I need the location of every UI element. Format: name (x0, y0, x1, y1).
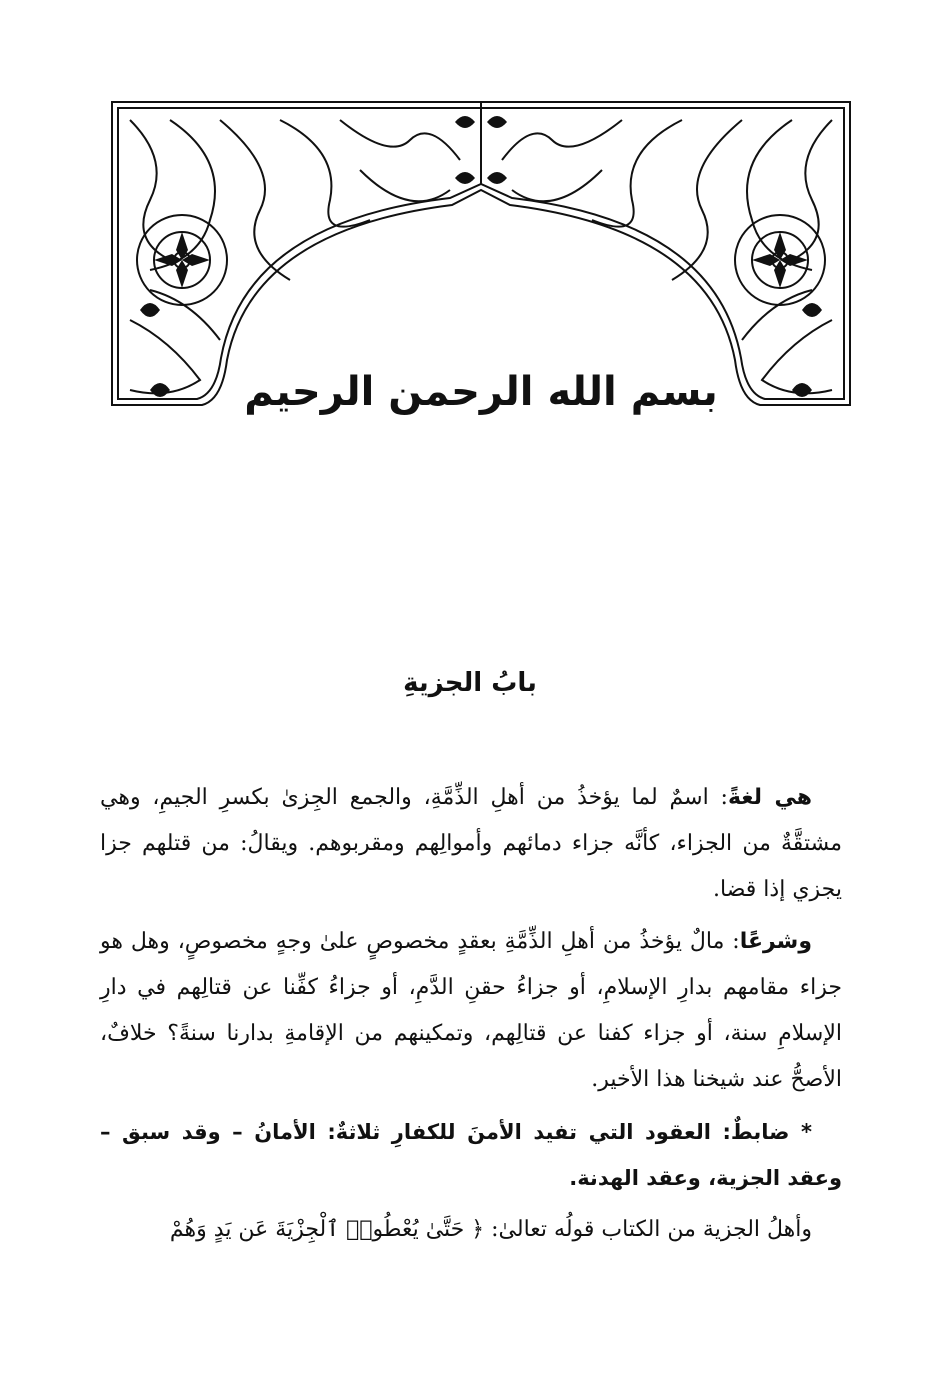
paragraph-lead: وشرعًا (739, 929, 812, 954)
basmala-calligraphy: بسم الله الرحمن الرحيم (244, 369, 718, 415)
paragraph-text: : اسمٌ لما يؤخذُ من أهلِ الذِّمَّةِ، والجمع الجِزىٰ بكسرِ الجيمِ، وهي مشتقَّةٌ من الجزاء، كأنَّه جزاء دمائهم وأموالِهم ومقربوهم. ويقالُ: من قتلهم جزا يجزي إذا قضا. (100, 785, 842, 902)
paragraph-legal (100, 919, 842, 1103)
chapter-title: بابُ الجزيةِ (403, 668, 537, 698)
body-text (100, 775, 842, 1259)
paragraph-lead: هي لغةً (727, 785, 812, 810)
paragraph-text: : مالٌ يؤخذُ من أهلِ الذِّمَّةِ بعقدٍ مخصوصٍ علىٰ وجهٍ مخصوصٍ، وهل هو جزاء مقامهم بدارِ الإسلامِ، أو جزاءُ حقنِ الدَّمِ، أو جزاءُ كفِّنا عن قتالِهم في دارِ الإسلامِ سنة، أو جزاء كفنا عن قتالِهم، وتمكينهم من الإقامةِ بدارنا سنةً؟ خلافٌ، الأصحُّ عند شيخنا هذا الأخير. (100, 929, 842, 1092)
paragraph-rule: * ضابطٌ: العقود التي تفيد الأمنَ للكفارِ ثلاثةٌ: الأمانُ – وقد سبق – وعقد الجزية، وعقد الهدنة. (100, 1120, 842, 1190)
paragraph-basis: وأهلُ الجزية من الكتاب قولُه تعالىٰ: ﴿ حَتَّىٰ يُعْطُوا۟ ٱلْجِزْيَةَ عَن يَدٍ وَهُمْ (169, 1217, 812, 1242)
ornamental-header-frame (110, 100, 852, 445)
paragraph-linguistic (100, 775, 842, 913)
